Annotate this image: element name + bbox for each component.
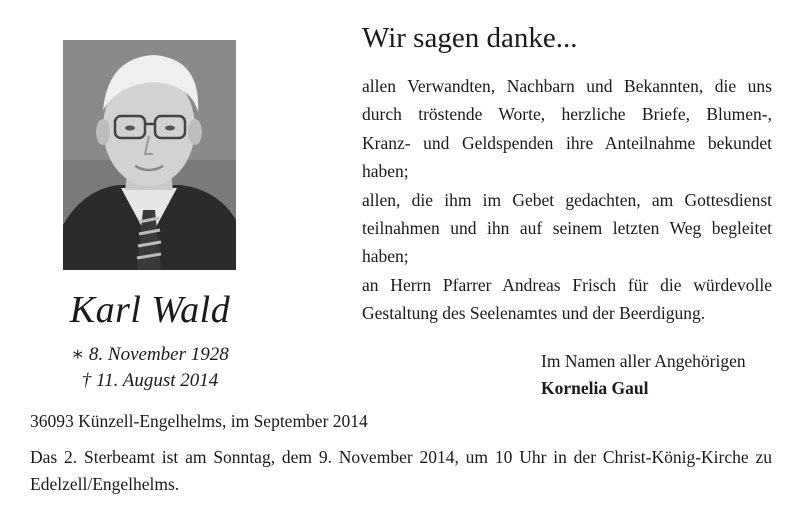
- thanks-line: durch tröstende Worte, herzliche Briefe, Blumen-,: [362, 104, 772, 125]
- thanks-heading: Wir sagen danke...: [362, 22, 578, 54]
- service-notice: [30, 444, 772, 498]
- service-notice-text: Das 2. Sterbeamt ist am Sonntag, dem 9. November 2014, um 10 Uhr in der Christ-König-Kirche zu Edelzell/Engelhelms.: [30, 447, 772, 494]
- on-behalf-text: Im Namen aller Angehörigen: [541, 351, 746, 371]
- thanks-line: teilnahmen und ihn auf seinem letzten Weg begleitet: [362, 218, 772, 239]
- thanks-line: Kranz- und Geldspenden ihre Anteilnahme bekundet: [362, 132, 772, 153]
- thanks-line: an Herrn Pfarrer Andreas Frisch für die würdevolle: [362, 274, 772, 295]
- thanks-line: Gestaltung des Seelenamtes und der Beerdigung.: [362, 303, 706, 324]
- thanks-text: [362, 72, 772, 328]
- death-date: † 11. August 2014: [81, 370, 219, 391]
- place-date: 36093 Künzell-Engelhelms, im September 2014: [30, 411, 368, 431]
- signer-name: Kornelia Gaul: [541, 378, 649, 398]
- thanks-line: haben;: [362, 246, 409, 267]
- thanks-line: haben;: [362, 161, 409, 182]
- thanks-line: allen Verwandten, Nachbarn und Bekannten, die uns: [362, 76, 772, 96]
- birth-date: ∗ 8. November 1928: [71, 344, 229, 365]
- deceased-name: Karl Wald: [69, 289, 231, 331]
- portrait-photo: [63, 40, 236, 270]
- thanks-line: allen, die ihm im Gebet gedachten, am Gottesdienst: [362, 189, 772, 210]
